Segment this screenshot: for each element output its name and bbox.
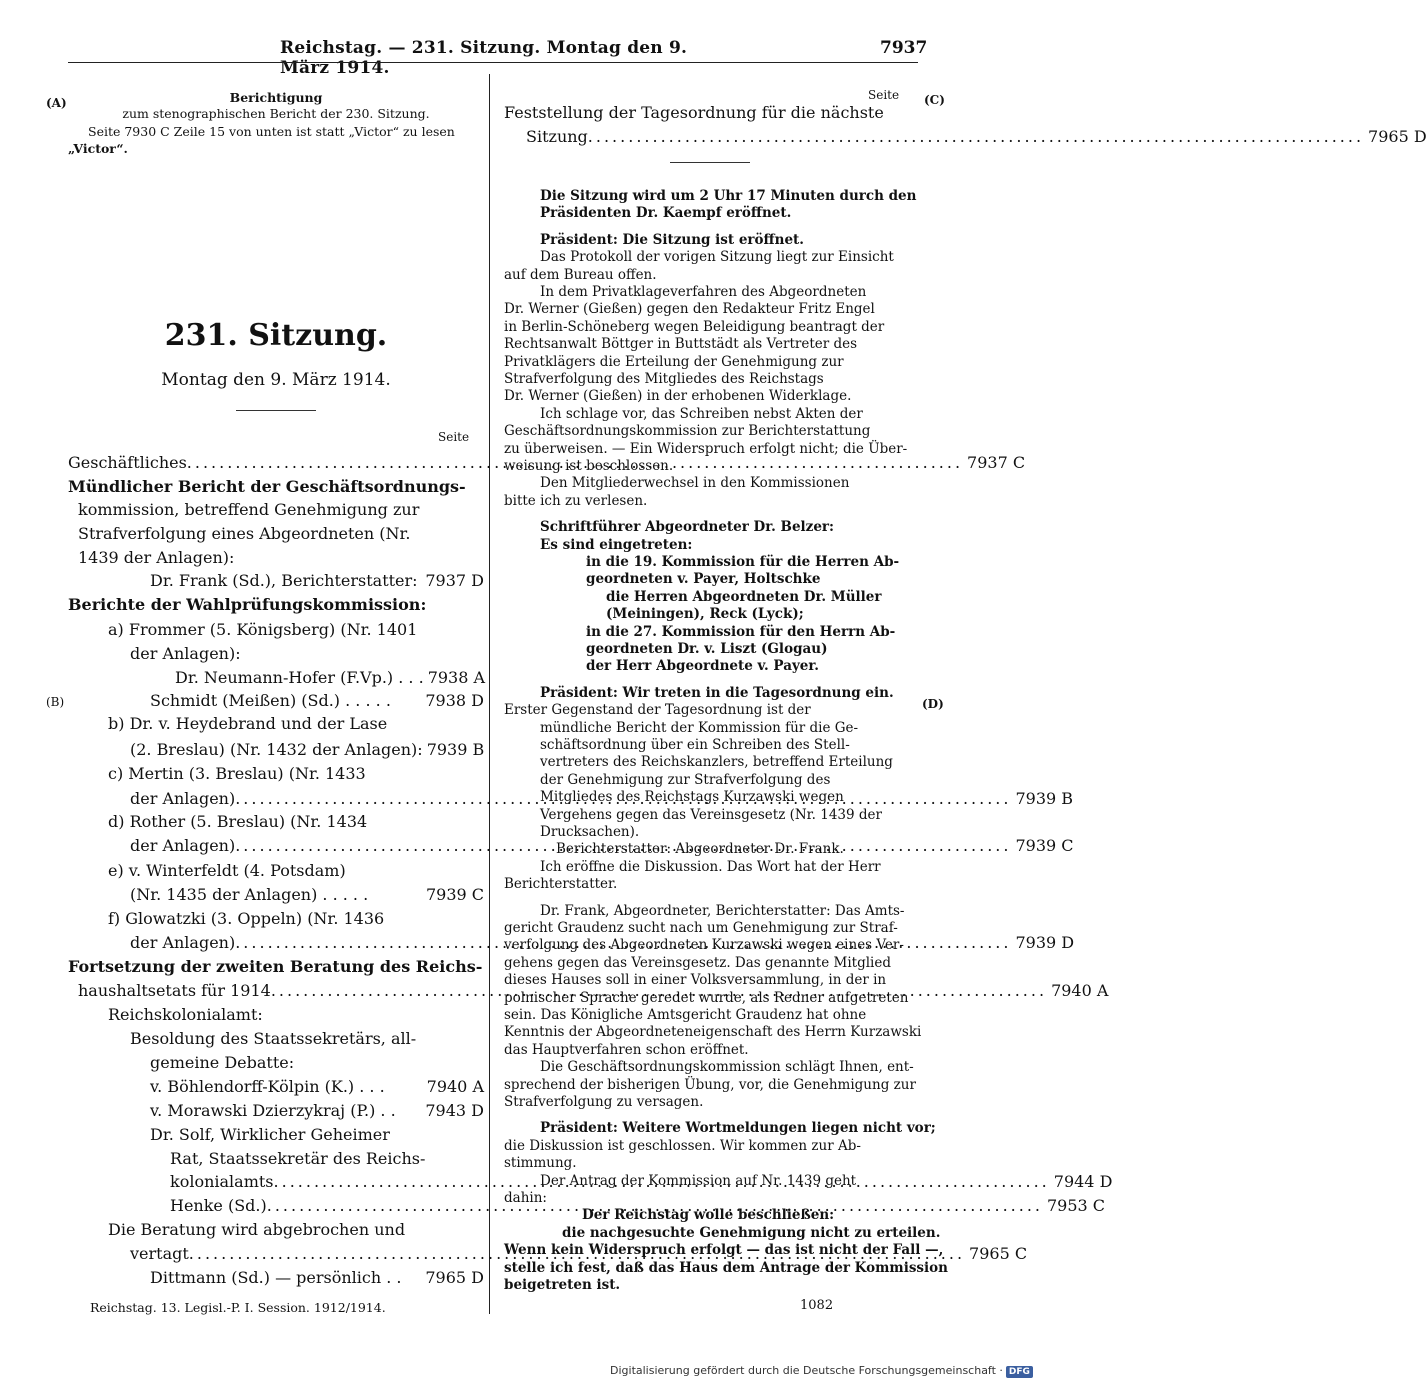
toc-page-ref <box>480 763 484 785</box>
correction-title: Berichtigung <box>229 90 323 105</box>
text-line: die nachgesuchte Genehmigung nicht zu erteilen. <box>562 1224 941 1241</box>
toc-entry-text: der Anlagen) <box>130 789 236 808</box>
toc-leader <box>419 499 480 521</box>
toc-leader <box>263 1004 480 1026</box>
text-line: vertreters des Reichskanzlers, betreffend Erteilung <box>540 754 893 771</box>
text-line: mündliche Bericht der Kommission für die Ge- <box>540 719 859 736</box>
text-line: Präsident: Wir treten in die Tagesordnung ein. <box>540 684 894 701</box>
toc-entry-text: Mündlicher Bericht der Geschäftsordnungs- <box>68 477 466 496</box>
agenda-line-1: Feststellung der Tagesordnung für die nächste <box>504 103 884 122</box>
text-line: das Hauptverfahren schon eröffnet. <box>504 1041 749 1058</box>
toc-entry-text: Dittmann (Sd.) — persönlich . . <box>150 1268 402 1287</box>
toc-entry <box>108 908 484 930</box>
sheet-number: 1082 <box>800 1298 834 1313</box>
toc-leader <box>387 713 480 735</box>
text-line: Strafverfolgung zu versagen. <box>504 1094 704 1110</box>
toc-page-ref <box>480 1052 484 1074</box>
toc-page-ref <box>480 908 484 930</box>
toc-leader <box>417 619 480 641</box>
toc-entry-text: e) v. Winterfeldt (4. Potsdam) <box>108 861 346 880</box>
text-line: Der Antrag der Kommission auf Nr. 1439 geht <box>540 1172 857 1189</box>
toc-page-ref <box>480 547 484 569</box>
toc-page-ref <box>480 1004 484 1026</box>
text-line: Präsidenten Dr. Kaempf eröffnet. <box>540 205 792 222</box>
toc-leader <box>390 1124 480 1146</box>
toc-entry-text: gemeine Debatte: <box>150 1053 295 1072</box>
toc-page-ref <box>480 1124 484 1146</box>
text-line: Erster Gegenstand der Tagesordnung ist der <box>504 702 811 719</box>
agenda-dots <box>588 126 1364 148</box>
text-line: Geschäftsordnungskommission zur Berichterstattung <box>504 423 871 440</box>
toc-entry <box>108 713 484 735</box>
toc-entry-text: Besoldung des Staatssekretärs, all- <box>130 1029 417 1048</box>
text-line: Kenntnis der Abgeordneteneigenschaft des Herrn Kurzawski <box>504 1024 922 1041</box>
toc-entry-text: Die Beratung wird abgebrochen und <box>108 1220 406 1239</box>
toc-leader <box>368 884 422 906</box>
text-line: Ich schlage vor, das Schreiben nebst Akten der <box>540 405 863 422</box>
toc-entry <box>170 1148 484 1170</box>
toc-entry-text: Strafverfolgung eines Abgeordneten (Nr. <box>78 524 411 543</box>
text-line: beigetreten ist. <box>504 1277 621 1293</box>
text-line: Dr. Werner (Gießen) gegen den Redakteur Fritz Engel <box>504 301 875 318</box>
text-line: stimmung. <box>504 1155 577 1172</box>
toc-entry <box>68 476 484 498</box>
text-line: die Diskussion ist geschlossen. Wir kommen zur Ab- <box>504 1137 861 1154</box>
toc-entry <box>150 690 484 712</box>
toc-page-ref <box>480 713 484 735</box>
toc-leader <box>425 1148 480 1170</box>
toc-page-ref: 7940 A <box>426 1077 484 1096</box>
toc-entry-text: Berichte der Wahlprüfungskommission: <box>68 595 427 614</box>
toc-entry-text: der Anlagen) <box>130 836 236 855</box>
column-divider <box>489 74 490 1314</box>
toc-entry <box>130 739 484 761</box>
text-line: zu überweisen. — Ein Widerspruch erfolgt nicht; die Über- <box>504 440 908 457</box>
toc-leader <box>234 547 480 569</box>
toc-page-ref <box>480 811 484 833</box>
toc-page-ref <box>480 1219 484 1241</box>
text-line: gericht Graudenz sucht nach um Genehmigung zur Straf- <box>504 920 898 936</box>
margin-marker-b: (B) <box>46 695 65 709</box>
text-line: geordneten v. Payer, Holtschke <box>586 571 821 588</box>
toc-page-ref: 7939 C <box>425 885 484 904</box>
text-line: Die Sitzung wird um 2 Uhr 17 Minuten durch den <box>540 188 917 204</box>
text-line: bitte ich zu verlesen. <box>504 492 648 509</box>
toc-page-ref <box>480 643 484 665</box>
toc-entry-text: (2. Breslau) (Nr. 1432 der Anlagen): <box>130 740 423 759</box>
text-line: der Genehmigung zur Strafverfolgung des <box>540 771 831 788</box>
toc-entry <box>108 1004 484 1026</box>
toc-page-ref: 7939 B <box>1015 789 1074 808</box>
toc-page-ref: 7965 C <box>969 1244 1028 1263</box>
text-line: Präsident: Die Sitzung ist eröffnet. <box>540 231 804 248</box>
text-line: dahin: <box>504 1190 547 1206</box>
text-line: auf dem Bureau offen. <box>504 266 657 283</box>
toc-entry-text: v. Böhlendorff-Kölpin (K.) . . . <box>150 1077 385 1096</box>
text-line: Drucksachen). <box>540 824 640 840</box>
toc-page-ref <box>480 594 484 616</box>
toc-page-ref: 7940 A <box>1051 981 1109 1000</box>
text-line: (Meiningen), Reck (Lyck); <box>606 606 804 623</box>
toc-entry-text: vertagt <box>130 1244 189 1263</box>
text-line: Das Protokoll der vorigen Sitzung liegt zur Einsicht <box>540 249 894 266</box>
text-line: verfolgung des Abgeordneten Kurzawski wegen eines Ver- <box>504 937 904 954</box>
toc-page-ref: 7939 C <box>1015 836 1074 855</box>
toc-page-ref <box>480 476 484 498</box>
text-line: geordneten Dr. v. Liszt (Glogau) <box>586 641 828 657</box>
toc-page-ref: 7965 D <box>425 1268 484 1287</box>
toc-entry <box>78 547 484 569</box>
session-title: 231. Sitzung. <box>164 318 388 353</box>
margin-marker-d: (D) <box>922 697 944 711</box>
title-rule <box>236 410 316 411</box>
text-line: Dr. Werner (Gießen) in der erhobenen Widerklage. <box>504 388 852 405</box>
text-line: Wenn kein Widerspruch erfolgt — das ist nicht der Fall —, <box>504 1242 944 1259</box>
session-date: Montag den 9. März 1914. <box>161 370 391 390</box>
text-line: In dem Privatklageverfahren des Abgeordneten <box>540 284 867 300</box>
toc-entry <box>130 643 484 665</box>
agenda-text: Sitzung <box>526 127 588 146</box>
text-line: Präsident: Weitere Wortmeldungen liegen nicht vor; <box>540 1120 936 1137</box>
text-line: weisung ist beschlossen. <box>504 458 674 474</box>
toc-entry-text: Dr. Neumann-Hofer (F.Vp.) . . . <box>175 668 424 687</box>
toc-entry <box>150 1124 484 1146</box>
toc-entry-text: Rat, Staatssekretär des Reichs- <box>170 1149 426 1168</box>
toc-entry-text: kommission, betreffend Genehmigung zur <box>78 500 420 519</box>
toc-page-ref <box>480 619 484 641</box>
toc-page-ref: 7944 D <box>1053 1172 1113 1191</box>
toc-page-ref <box>482 956 486 978</box>
toc-entry-text: a) Frommer (5. Königsberg) (Nr. 1401 <box>108 620 418 639</box>
correction-line-1: Seite 7930 C Zeile 15 von unten ist statt „Victor“ zu lesen <box>88 124 455 139</box>
toc-page-ref: 7953 C <box>1047 1196 1106 1215</box>
toc-page-ref <box>480 860 484 882</box>
toc-page-ref: 7939 B <box>426 740 485 759</box>
toc-entry-text: Dr. Solf, Wirklicher Geheimer <box>150 1125 390 1144</box>
toc-entry-text: Schmidt (Meißen) (Sd.) . . . . . <box>150 691 391 710</box>
text-line: gehens gegen das Vereinsgesetz. Das genannte Mitglied <box>504 954 891 971</box>
toc-entry-text: 1439 der Anlagen): <box>78 548 235 567</box>
toc-page-ref: 7937 D <box>425 571 484 590</box>
toc-page-ref <box>480 1148 484 1170</box>
text-line: in Berlin-Schöneberg wegen Beleidigung beantragt der <box>504 318 885 335</box>
toc-leader <box>426 594 480 616</box>
text-line: dieses Hauses soll in einer Volksversammlung, in der in <box>504 972 887 989</box>
text-line: sein. Das Königliche Amtsgericht Graudenz hat ohne <box>504 1007 867 1023</box>
agenda-line-2 <box>526 126 1427 148</box>
correction-line-2: „Victor“. <box>68 141 128 156</box>
toc-entry <box>108 860 484 882</box>
toc-entry-text: Fortsetzung der zweiten Beratung des Reichs- <box>68 957 483 976</box>
toc-page-ref: 7943 D <box>425 1101 484 1120</box>
toc-leader <box>396 1100 422 1122</box>
text-line: Schriftführer Abgeordneter Dr. Belzer: <box>540 519 835 536</box>
toc-page-ref: 7937 C <box>967 453 1026 472</box>
toc-entry <box>150 570 484 592</box>
toc-entry <box>108 811 484 833</box>
text-line: Die Geschäftsordnungskommission schlägt Ihnen, ent- <box>540 1059 914 1076</box>
toc-entry-text: der Anlagen): <box>130 644 241 663</box>
toc-entry-text: c) Mertin (3. Breslau) (Nr. 1433 <box>108 764 366 783</box>
text-line: Den Mitgliederwechsel in den Kommissionen <box>540 475 850 492</box>
toc-page-ref <box>480 499 484 521</box>
credit-text: Digitalisierung gefördert durch die Deutsche Forschungsgemeinschaft · <box>610 1364 1003 1377</box>
text-line: Es sind eingetreten: <box>540 536 693 553</box>
text-line: Berichterstatter: Abgeordneter Dr. Frank. <box>556 841 844 858</box>
text-line: sprechend der bisherigen Übung, vor, die Genehmigung zur <box>504 1076 916 1093</box>
text-line: Strafverfolgung des Mitgliedes des Reichstags <box>504 371 824 387</box>
toc-entry-text: b) Dr. v. Heydebrand und der Lase <box>108 714 388 733</box>
text-line: Berichterstatter. <box>504 876 618 893</box>
toc-entry <box>150 1100 484 1122</box>
toc-page-ref: 7939 D <box>1015 933 1075 952</box>
toc-entry-text: d) Rother (5. Breslau) (Nr. 1434 <box>108 812 368 831</box>
text-line: in die 19. Kommission für die Herren Ab- <box>586 554 900 570</box>
toc-entry-text: v. Morawski Dzierzykraj (P.) . . <box>150 1101 396 1120</box>
toc-entry-text: Henke (Sd.) <box>170 1196 267 1215</box>
toc-page-ref <box>480 1028 484 1050</box>
toc-leader <box>367 811 480 833</box>
text-line: Rechtsanwalt Böttger in Buttstädt als Vertreter des <box>504 336 858 353</box>
text-line: Ich eröffne die Diskussion. Das Wort hat der Herr <box>540 858 881 875</box>
toc-entry-text: haushaltsetats für 1914 <box>78 981 271 1000</box>
header-rule <box>68 62 918 63</box>
toc-entry-text: kolonialamts <box>170 1172 274 1191</box>
text-line: der Herr Abgeordnete v. Payer. <box>586 658 819 675</box>
toc-leader <box>466 476 480 498</box>
toc-entry <box>78 523 484 545</box>
correction-subtitle: zum stenographischen Bericht der 230. Sitzung. <box>122 106 430 121</box>
toc-page-ref: 7938 D <box>425 691 484 710</box>
agenda-rule <box>670 162 750 163</box>
toc-leader <box>366 763 480 785</box>
toc-entry <box>68 594 484 616</box>
text-line: Dr. Frank, Abgeordneter, Berichterstatter: Das Amts- <box>540 902 905 919</box>
text-line: die Herren Abgeordneten Dr. Müller <box>606 588 882 605</box>
toc-entry <box>150 1052 484 1074</box>
toc-entry-text: Reichskolonialamt: <box>108 1005 263 1024</box>
toc-leader <box>405 1219 480 1241</box>
volume-footer: Reichstag. 13. Legisl.-P. I. Session. 1912/1914. <box>90 1300 386 1315</box>
page-number: 7937 <box>880 38 928 58</box>
toc-leader <box>241 643 480 665</box>
toc-page-ref <box>480 523 484 545</box>
toc-seite-label: Seite <box>438 430 470 444</box>
toc-entry <box>78 499 484 521</box>
text-line: Mitgliedes des Reichstags Kurzawski wegen <box>540 789 844 806</box>
toc-entry-text: f) Glowatzki (3. Oppeln) (Nr. 1436 <box>108 909 385 928</box>
toc-entry <box>108 619 484 641</box>
text-line: stelle ich fest, daß das Haus dem Antrage der Kommission <box>504 1259 948 1276</box>
digitization-credit <box>610 1364 1033 1378</box>
toc-entry <box>130 884 484 906</box>
toc-leader <box>410 523 480 545</box>
text-line: Privatklägers die Erteilung der Genehmigung zur <box>504 353 844 370</box>
text-line: schäftsordnung über ein Schreiben des Stell- <box>540 737 850 753</box>
text-line: Vergehens gegen das Vereinsgesetz (Nr. 1439 der <box>540 806 882 823</box>
toc-leader <box>346 860 480 882</box>
text-line: in die 27. Kommission für den Herrn Ab- <box>586 623 896 640</box>
toc-entry-text: Dr. Frank (Sd.), Berichterstatter: <box>150 571 418 590</box>
toc-entry-text: Geschäftliches <box>68 453 187 472</box>
toc-leader <box>416 1028 480 1050</box>
toc-entry <box>150 1267 484 1289</box>
running-title: Reichstag. — 231. Sitzung. Montag den 9. März 1914. <box>280 38 688 78</box>
margin-marker-a: (A) <box>46 96 67 110</box>
toc-leader <box>402 1267 422 1289</box>
margin-marker-c: (C) <box>924 93 945 107</box>
agenda-page: 7965 D <box>1368 127 1427 146</box>
toc-leader <box>384 908 480 930</box>
toc-entry <box>108 1219 484 1241</box>
toc-leader <box>294 1052 480 1074</box>
toc-entry <box>175 667 484 689</box>
toc-leader <box>391 690 421 712</box>
toc-entry <box>108 763 484 785</box>
toc-leader <box>385 1076 423 1098</box>
text-line: polnischer Sprache geredet wurde, als Redner aufgetreten <box>504 989 909 1006</box>
toc-entry <box>68 956 484 978</box>
right-seite-label: Seite <box>868 88 900 102</box>
toc-entry-text: (Nr. 1435 der Anlagen) . . . . . <box>130 885 369 904</box>
toc-entry <box>130 1028 484 1050</box>
toc-entry-text: der Anlagen) <box>130 933 236 952</box>
dfg-logo: DFG <box>1006 1366 1033 1378</box>
text-line: Der Reichstag wolle beschließen: <box>582 1207 835 1224</box>
toc-page-ref: 7938 A <box>427 668 486 687</box>
toc-entry <box>150 1076 484 1098</box>
